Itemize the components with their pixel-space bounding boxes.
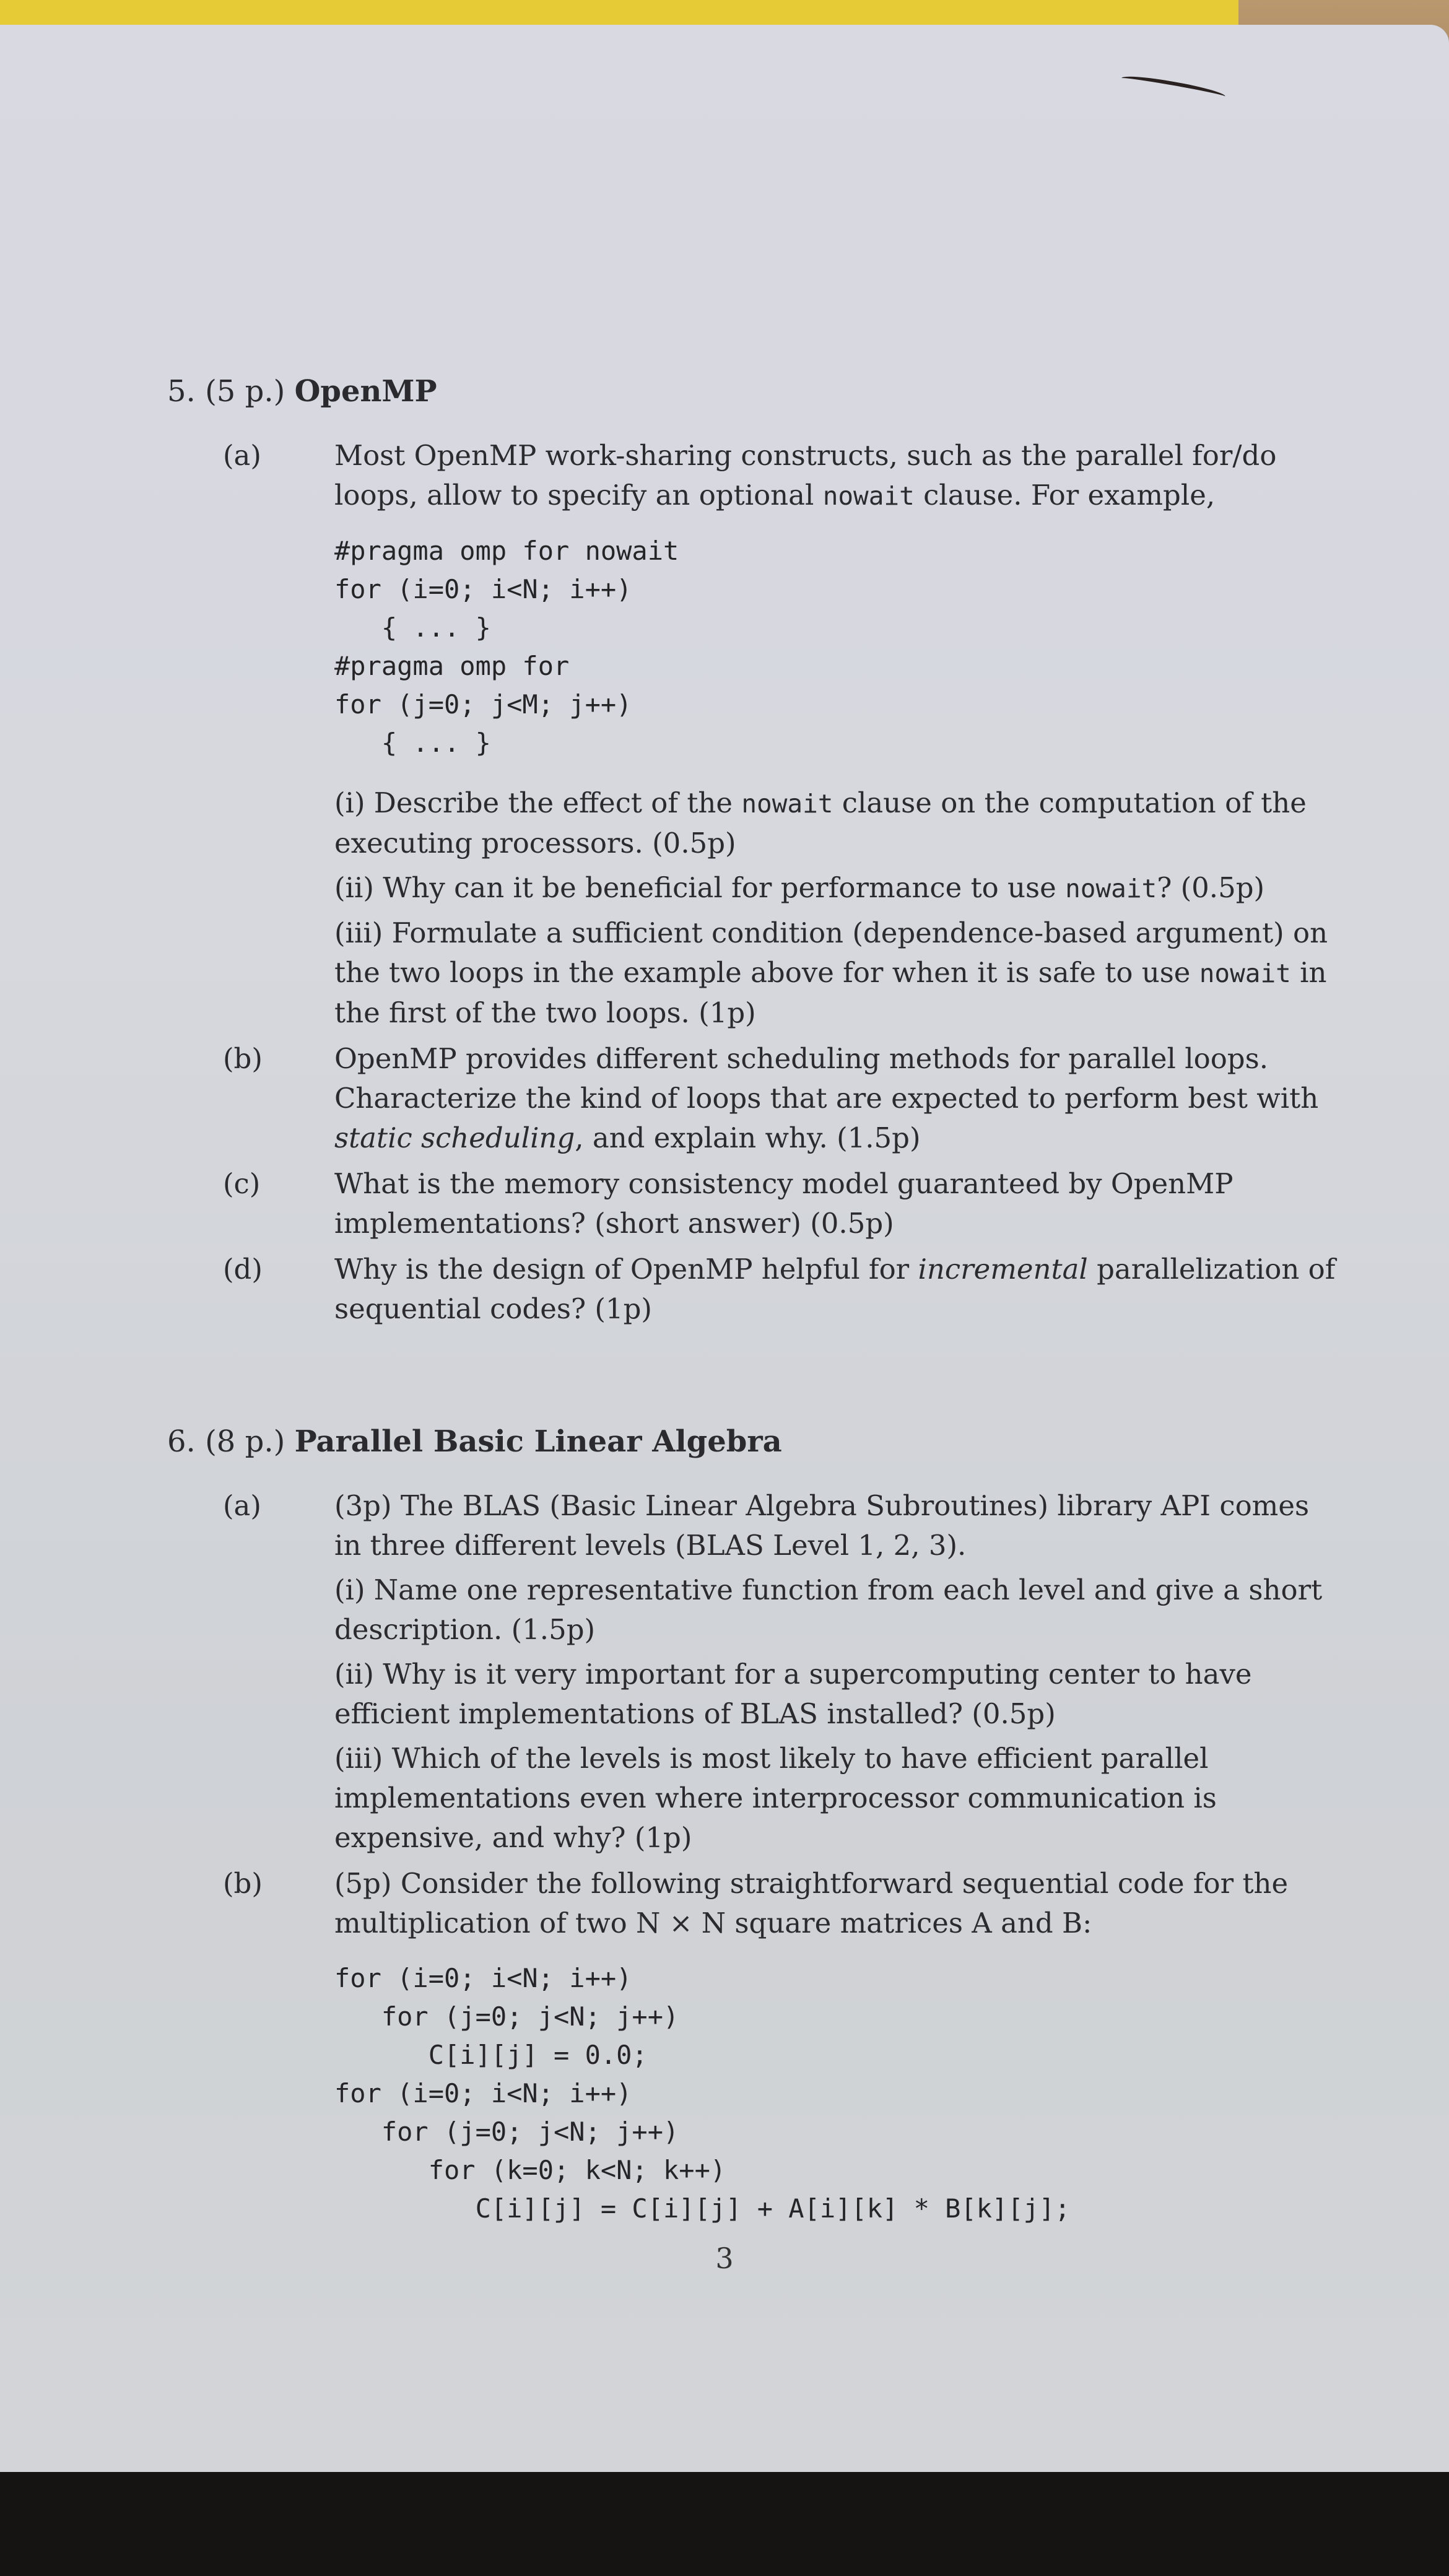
page-content	[167, 372, 1344, 2249]
question-6a-intro: (3p) The BLAS (Basic Linear Algebra Subroutines) library API comes in three different levels (BLAS Level 1, 2, 3).	[334, 1489, 1310, 1562]
question-5-heading: OpenMP	[294, 374, 437, 409]
question-6-heading: Parallel Basic Linear Algebra	[294, 1424, 782, 1459]
question-6a-i: (i) Name one representative function from each level and give a short description. (1.5p)	[334, 1573, 1323, 1646]
question-5a: (a) Most OpenMP work-sharing constructs, such as the parallel for/do loops, allow to specify an optional nowait clause. For example, #pragma omp for nowait for (i=0; i<N; i++) { ... } #pragma omp for for (j=0; j<M; j++) { ... } (i) Describe the effect of the nowait clause on the computation of the executing processors. (0.5p) (ii) Why can it be beneficial for performance to use nowait? (0.5p) (iii) Formulate a sufficient condition (dependence-based argument) on the two loops in the example above for when it is safe to use nowait in the first of the two loops. (1p)	[223, 436, 1344, 1033]
question-5a-i: (i) Describe the effect of the nowait clause on the computation of the executing processors. (0.5p)	[334, 786, 1307, 859]
question-6b-code: for (i=0; i<N; i++) for (j=0; j<N; j++) C[i][j] = 0.0; for (i=0; i<N; i++) for (j=0; j<N; j++) for (k=0; k<N; k++) C[i][j] = C[i][j] + A[i][k] * B[k][j];	[334, 1963, 1071, 2224]
question-6a-iii: (iii) Which of the levels is most likely to have efficient parallel implementations even where interprocessor communication is expensive, and why? (1p)	[334, 1742, 1217, 1854]
question-5-title: 5. (5 p.) OpenMP	[167, 374, 437, 409]
question-5a-intro: Most OpenMP work-sharing constructs, such as the parallel for/do loops, allow to specify an optional nowait clause. For example,	[334, 439, 1277, 511]
question-5a-code: #pragma omp for nowait for (i=0; i<N; i++) { ... } #pragma omp for for (j=0; j<M; j++) { ... }	[334, 536, 679, 758]
question-5d: (d) Why is the design of OpenMP helpful for incremental parallelization of sequential codes? (1p)	[223, 1253, 1336, 1325]
page-number: 3	[715, 2242, 734, 2275]
question-6a: (a) (3p) The BLAS (Basic Linear Algebra Subroutines) library API comes in three different levels (BLAS Level 1, 2, 3). (i) Name one representative function from each level and give a short description. (1.5p) (ii) Why is it very important for a supercomputing center to have efficient implementations of BLAS installed? (0.5p) (iii) Which of the levels is most likely to have efficient parallel implementations even where interprocessor communication is expensive, and why? (1p)	[223, 1486, 1344, 1858]
pen-icon	[1121, 72, 1227, 102]
question-6b-text: (5p) Consider the following straightforward sequential code for the multiplication of two N × N square matrices A and B:	[334, 1867, 1289, 1939]
question-5a-ii: (ii) Why can it be beneficial for performance to use nowait? (0.5p)	[334, 871, 1265, 904]
question-5c: (c) What is the memory consistency model guaranteed by OpenMP implementations? (short answer) (0.5p)	[223, 1167, 1234, 1240]
question-6a-ii: (ii) Why is it very important for a supercomputing center to have efficient implementations of BLAS installed? (0.5p)	[334, 1658, 1252, 1730]
question-5a-iii: (iii) Formulate a sufficient condition (dependence-based argument) on the two loops in the example above for when it is safe to use nowait in the first of the two loops. (1p)	[334, 916, 1328, 1029]
question-6-title: 6. (8 p.) Parallel Basic Linear Algebra	[167, 1424, 782, 1459]
exam-page	[0, 25, 1449, 2472]
question-6b: (b) (5p) Consider the following straightforward sequential code for the multiplication of two N × N square matrices A and B: for (i=0; i<N; i++) for (j=0; j<N; j++) C[i][j] = 0.0; for (i=0; i<N; i++) for (j=0; j<N; j++) for (k=0; k<N; k++) C[i][j] = C[i][j] + A[i][k] * B[k][j];	[223, 1864, 1344, 2228]
question-5b: (b) OpenMP provides different scheduling methods for parallel loops. Characterize the kind of loops that are expected to perform best with static scheduling, and explain why. (1.5p)	[223, 1042, 1319, 1154]
